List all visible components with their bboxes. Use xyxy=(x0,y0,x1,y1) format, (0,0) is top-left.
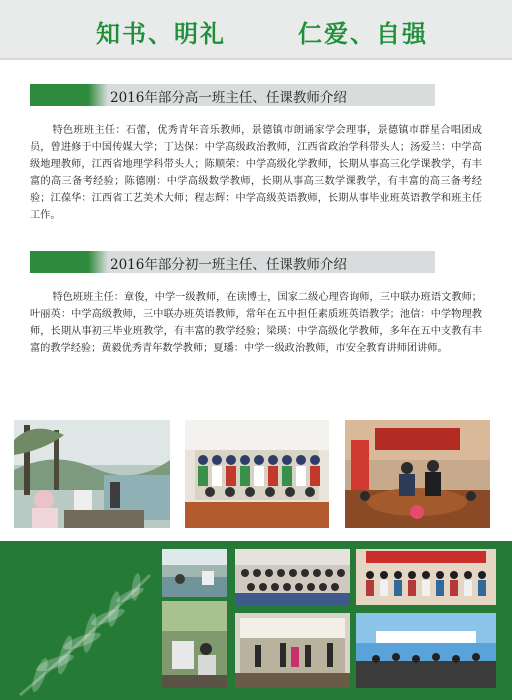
section-title-senior xyxy=(30,84,435,106)
junior-teachers-paragraph: 特色班班主任：章俊，中学一级教师，在读博士，国家二级心理咨询师，三中联办班语文教师；叶丽英：中学高级教师，三中联办班英语教师，常年在五中担任素质班英语教学；池信：中学物理教师，长期从事初三毕业班教学，有丰富的教学经验；梁瑛：中学高级化学教师，多年在五中支教有丰富的教学经验；黄毅优秀青年数学教师；夏璠：中学一级政治教师，市安全教育讲师团讲师。 xyxy=(30,292,482,354)
photo-class-group xyxy=(185,420,329,528)
photo-sketching xyxy=(162,601,227,688)
motto-right: 仁爱、自强 xyxy=(298,19,428,48)
photo-outdoor-painting xyxy=(14,420,170,528)
photo-banner-group xyxy=(356,549,496,605)
section-title-senior-text: 2016年部分高一班主任、任课教师介绍 xyxy=(110,90,347,106)
photo-signing-ceremony xyxy=(345,420,490,528)
photo-stage-performance xyxy=(235,613,350,688)
section-title-junior-text: 2016年部分初一班主任、任课教师介绍 xyxy=(110,257,347,273)
photo-auditorium xyxy=(235,549,350,605)
senior-teachers-paragraph: 特色班班主任：石蕾，优秀青年音乐教师，景德镇市朗诵家学会理事，景德镇市群星合唱团成员，曾进修于中国传媒大学；丁达保：中学高级政治教师，江西省政治学科带头人；汤爱兰：中学高级地理教师，江西省地理学科带头人；陈顺荣：中学高级化学教师，长期从事高三化学课教学，有丰富的高三备考经验；陈德刚：中学高级数学教师，长期从事高三数学课教学，有丰富的高三备考经验；江葆华：江西省工艺美术大师；程志辉：中学高级英语教师，长期从事毕业班英语教学和班主任工作。 xyxy=(30,125,482,221)
photo-lakeside xyxy=(162,549,227,597)
fern-decoration-icon xyxy=(10,555,160,700)
photo-sky-banner xyxy=(356,613,496,688)
motto-left: 知书、明礼 xyxy=(96,19,226,48)
section-title-junior xyxy=(30,251,435,273)
motto-header xyxy=(0,0,512,60)
